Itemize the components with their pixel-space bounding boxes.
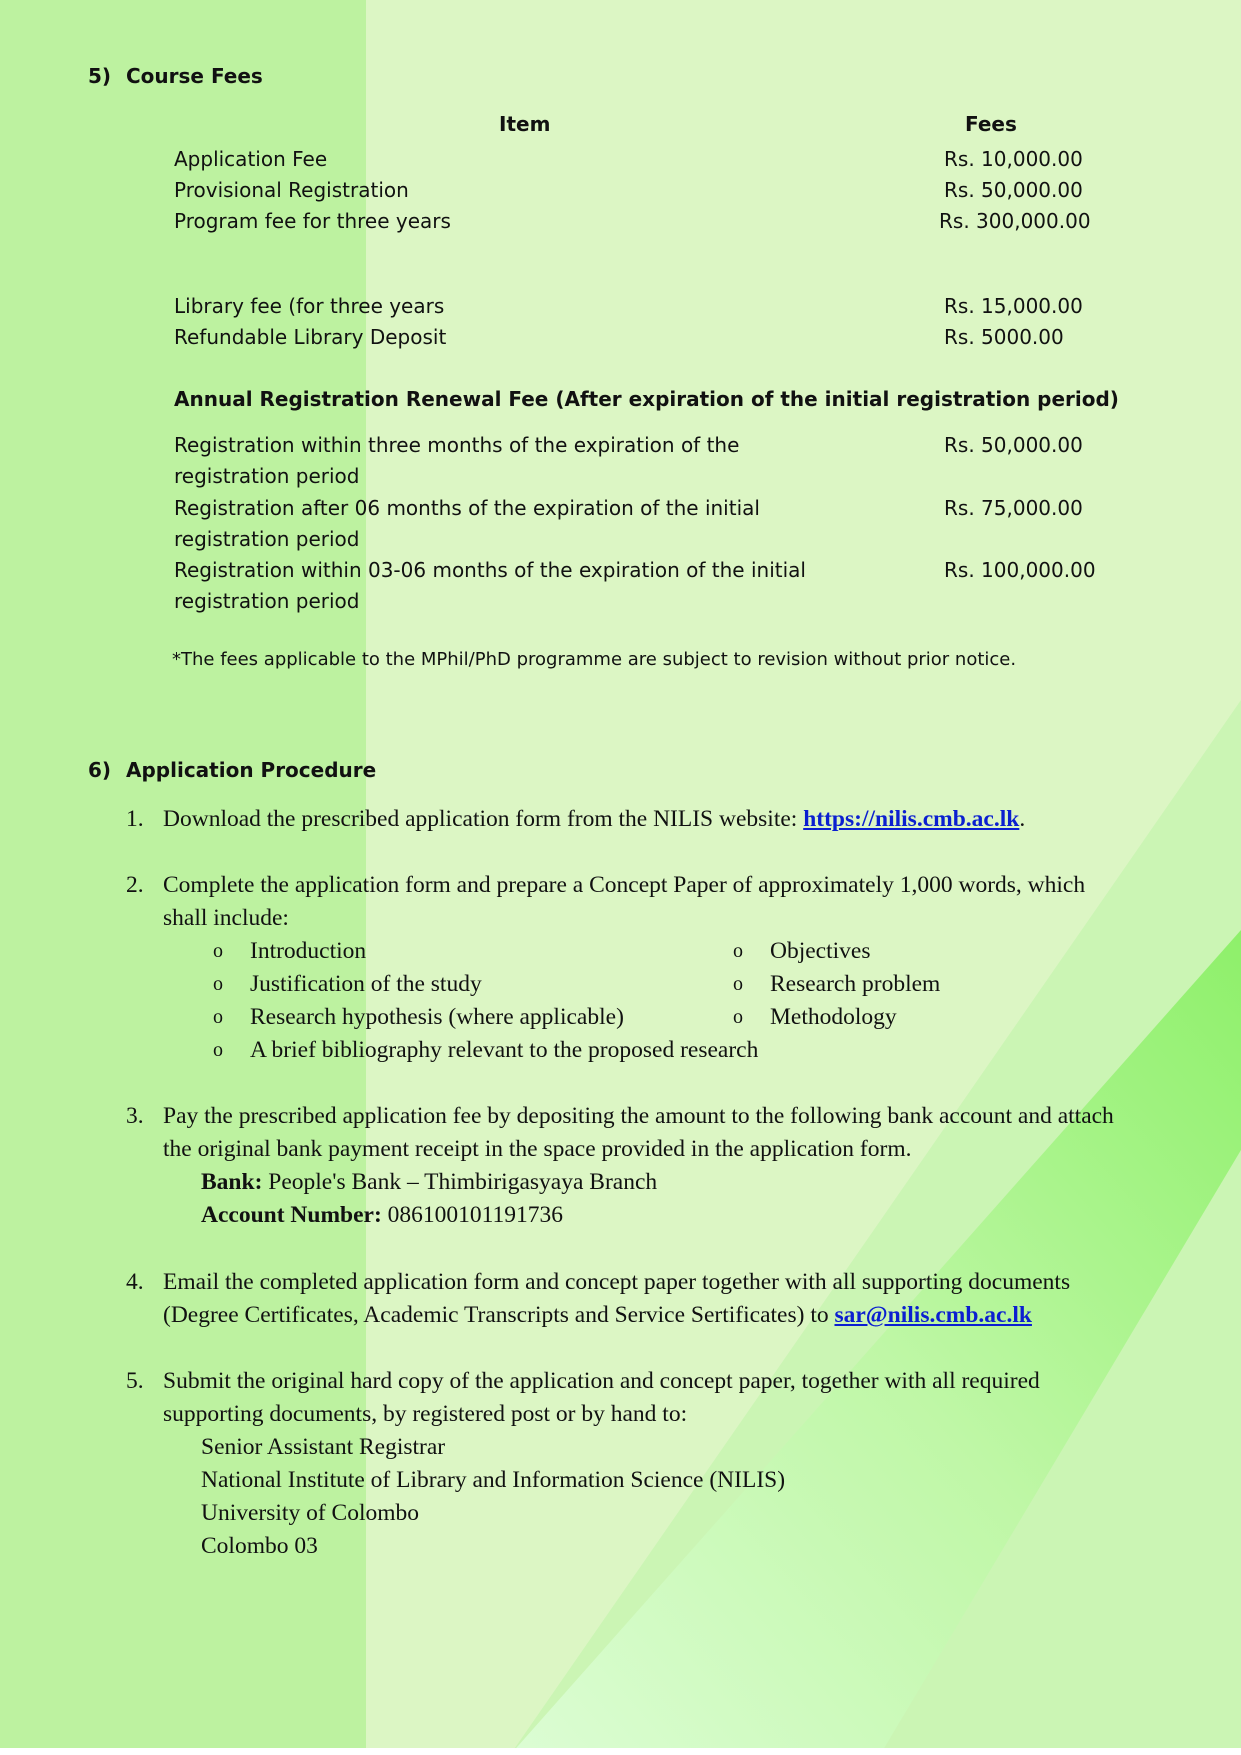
account-value: 086100101191736 — [381, 1202, 564, 1228]
section-number: 6) — [88, 758, 112, 782]
step-text-line1: Pay the prescribed application fee by depositing the amount to the following bank account and attach — [163, 1103, 1114, 1129]
address-line: University of Colombo — [201, 1500, 420, 1526]
column-header-item: Item — [499, 112, 551, 136]
fee-item: Library fee (for three years — [174, 294, 445, 318]
bullet-icon: o — [213, 1006, 223, 1028]
application-procedure-heading — [88, 758, 376, 782]
renewal-item-line2: registration period — [174, 527, 360, 551]
bullet-icon: o — [733, 973, 743, 995]
fee-amount: Rs. 50,000.00 — [944, 178, 1083, 202]
fee-amount: Rs. 50,000.00 — [944, 433, 1083, 457]
concept-paper-item-label: Research problem — [770, 971, 941, 997]
step-text-lead: (Degree Certificates, Academic Transcripts and Service Sertificates) to — [163, 1302, 835, 1328]
concept-paper-item-label: A brief bibliography relevant to the proposed research — [250, 1037, 759, 1063]
fees-revision-note: *The fees applicable to the MPhil/PhD programme are subject to revision without prior notice. — [172, 649, 1017, 670]
bank-name-line — [201, 1166, 657, 1199]
step-text-line1: Complete the application form and prepare a Concept Paper of approximately 1,000 words, which — [163, 872, 1086, 898]
fee-item: Application Fee — [174, 147, 328, 171]
concept-paper-item-label: Research hypothesis (where applicable) — [250, 1004, 624, 1030]
step-number: 5. — [126, 1368, 144, 1394]
concept-paper-item-label: Justification of the study — [250, 971, 482, 997]
fee-amount: Rs. 5000.00 — [944, 325, 1064, 349]
bank-label: Bank: — [201, 1169, 263, 1195]
section-title: Course Fees — [126, 64, 263, 88]
step-number: 2. — [126, 872, 144, 898]
account-number-line — [201, 1199, 563, 1232]
bullet-icon: o — [733, 1006, 743, 1028]
step-text-line2 — [163, 1299, 1203, 1332]
renewal-item-line2: registration period — [174, 589, 360, 613]
step-text-line2: shall include: — [163, 905, 289, 931]
account-label: Account Number: — [201, 1202, 382, 1228]
fee-item: Provisional Registration — [174, 178, 409, 202]
concept-paper-item-label: Introduction — [250, 938, 367, 964]
fee-amount: Rs. 15,000.00 — [944, 294, 1083, 318]
bullet-icon: o — [213, 940, 223, 962]
fee-item: Refundable Library Deposit — [174, 325, 447, 349]
concept-paper-item-label: Methodology — [770, 1004, 897, 1030]
step-text-end: . — [1019, 806, 1026, 832]
bank-value: People's Bank – Thimbirigasyaya Branch — [262, 1169, 658, 1195]
step-text-lead: Download the prescribed application form from the NILIS website: — [163, 806, 804, 832]
step-number: 3. — [126, 1103, 144, 1129]
fee-amount: Rs. 100,000.00 — [944, 558, 1096, 582]
section-title: Application Procedure — [126, 758, 377, 782]
renewal-item-line1: Registration within 03-06 months of the expiration of the initial — [174, 558, 806, 582]
address-line: National Institute of Library and Information Science (NILIS) — [201, 1467, 786, 1493]
renewal-item-line1: Registration after 06 months of the expiration of the initial — [174, 496, 760, 520]
section-number: 5) — [88, 64, 112, 88]
fee-amount: Rs. 75,000.00 — [944, 496, 1083, 520]
renewal-fee-heading: Annual Registration Renewal Fee (After expiration of the initial registration period) — [174, 387, 1119, 411]
nilis-website-link[interactable]: https://nilis.cmb.ac.lk — [803, 806, 1020, 832]
bullet-icon: o — [213, 973, 223, 995]
fee-amount: Rs. 300,000.00 — [939, 209, 1091, 233]
email-link[interactable]: sar@nilis.cmb.ac.lk — [834, 1302, 1032, 1328]
step-text-line1: Submit the original hard copy of the application and concept paper, together with all required — [163, 1368, 1040, 1394]
renewal-item-line2: registration period — [174, 464, 360, 488]
column-header-fees: Fees — [965, 112, 1017, 136]
step-number: 4. — [126, 1269, 144, 1295]
course-fees-heading — [88, 64, 263, 88]
fee-item: Program fee for three years — [174, 209, 451, 233]
bullet-icon: o — [213, 1039, 223, 1061]
address-line: Colombo 03 — [201, 1533, 318, 1559]
step-text-line1: Email the completed application form and concept paper together with all supporting documents — [163, 1269, 1071, 1295]
renewal-item-line1: Registration within three months of the expiration of the — [174, 433, 740, 457]
step-number: 1. — [126, 806, 144, 832]
step-text — [163, 803, 1203, 836]
step-text-line2: supporting documents, by registered post or by hand to: — [163, 1401, 688, 1427]
address-line: Senior Assistant Registrar — [201, 1434, 446, 1460]
bullet-icon: o — [733, 940, 743, 962]
fee-amount: Rs. 10,000.00 — [944, 147, 1083, 171]
step-text-line2: the original bank payment receipt in the space provided in the application form. — [163, 1136, 912, 1162]
concept-paper-item-label: Objectives — [770, 938, 871, 964]
